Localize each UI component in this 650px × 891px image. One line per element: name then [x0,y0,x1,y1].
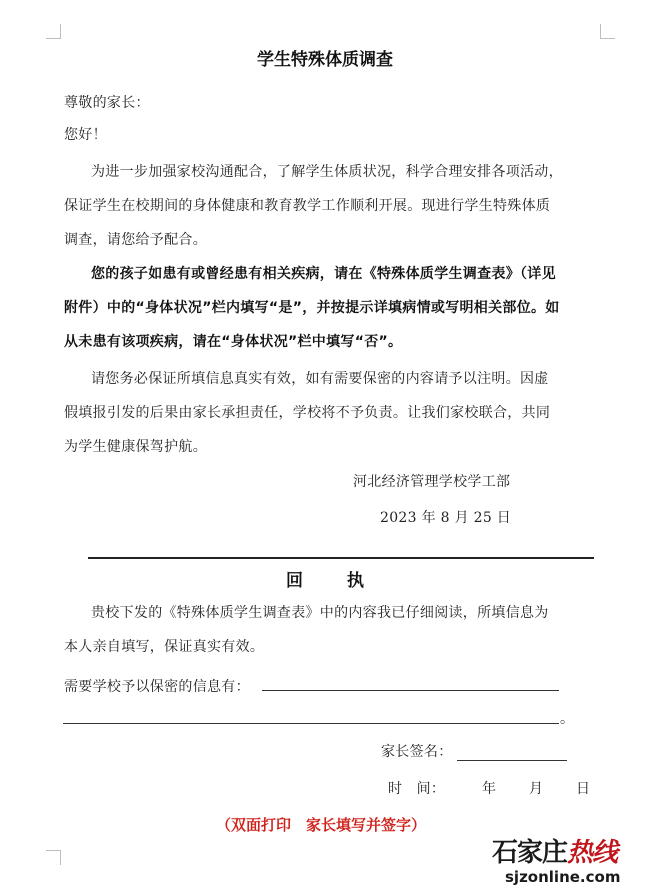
parent-signature-label: 家长签名： [381,744,453,760]
crop-mark-bottom-left [46,850,61,865]
para1-line1: 为进一步加强家校沟通配合，了解学生体质状况，科学合理安排各项活动， [91,164,563,180]
confidential-info-line-2[interactable] [63,723,559,724]
parent-signature-field[interactable] [457,760,567,761]
receipt-para-line2: 本人亲自填写，保证真实有效。 [64,639,265,655]
para3-line1: 请您务必保证所填信息真实有效，如有需要保密的内容请予以注明。因虚 [91,371,549,387]
greeting: 您好！ [64,127,107,143]
watermark-brand-hot: 热线 [567,838,618,868]
year-label: 年 [482,781,497,797]
confidential-label: 需要学校予以保密的信息有： [64,679,250,695]
divider-rule [88,557,594,559]
watermark-logo [492,832,617,869]
para2-line2: 附件）中的“身体状况”栏内填写“是”，并按提示详填病情或写明相关部位。如 [64,300,560,316]
para3-line2: 假填报引发的后果由家长承担责任，学校将不予负责。让我们家校联合，共同 [64,405,551,421]
signature-org: 河北经济管理学校学工部 [353,474,511,490]
para2-line3: 从未患有该项疾病，请在“身体状况”栏中填写“否”。 [64,334,403,350]
watermark-url: sjzonline.com [505,868,621,886]
document-title: 学生特殊体质调查 [257,50,393,70]
receipt-para-line1: 贵校下发的《特殊体质学生调查表》中的内容我已仔细阅读，所填信息为 [91,605,549,621]
para1-line2: 保证学生在校期间的身体健康和教育教学工作顺利开展。现进行学生特殊体质 [64,198,551,214]
confidential-info-line-1[interactable] [262,690,559,691]
watermark-brand-left: 石家庄 [492,838,568,868]
para1-line3: 调查，请您给予配合。 [64,232,207,248]
print-instruction-note: （双面打印 家长填写并签字） [216,816,427,834]
signature-date: 2023 年 8 月 25 日 [380,510,512,526]
crop-mark-top-right [600,24,615,39]
month-label: 月 [529,781,544,797]
receipt-title: 回执 [286,571,408,591]
para2-line1: 您的孩子如患有或曾经患有相关疾病，请在《特殊体质学生调查表》（详见 [91,266,556,282]
line-end-period: 。 [560,711,575,727]
crop-mark-top-left [46,24,61,39]
para3-line3: 为学生健康保驾护航。 [64,439,207,455]
day-label: 日 [576,781,591,797]
time-label: 时 间： [388,781,446,797]
salutation: 尊敬的家长： [64,95,150,111]
